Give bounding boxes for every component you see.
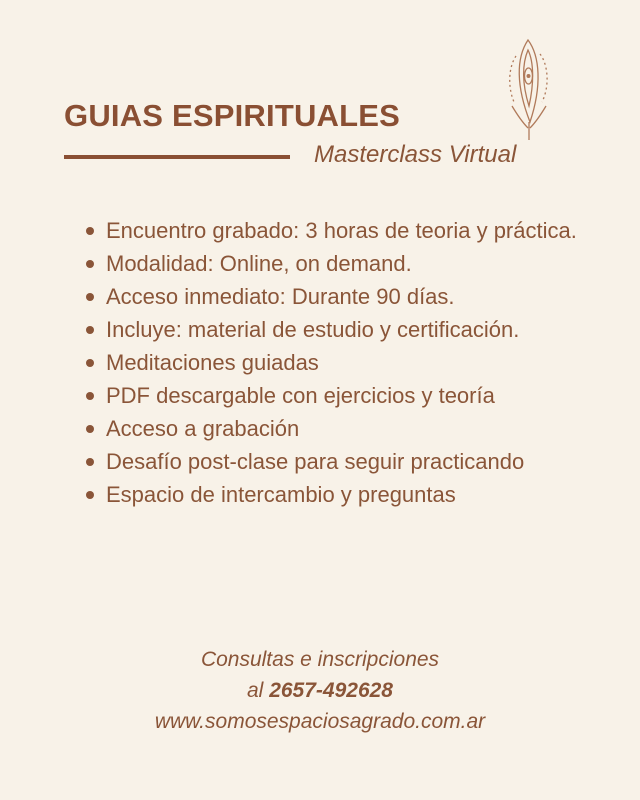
list-item-text: Encuentro grabado: 3 horas de teoria y práctica. (106, 218, 577, 243)
bullet-icon (86, 359, 94, 367)
bullet-icon (86, 425, 94, 433)
bullet-icon (86, 458, 94, 466)
list-item (84, 346, 604, 379)
contact-heading: Consultas e inscripciones (200, 648, 440, 671)
list-item (84, 247, 604, 280)
page-title: GUIAS ESPIRITUALES (64, 98, 401, 133)
feather-icon (500, 36, 556, 144)
list-item-text: Acceso inmediato: Durante 90 días. (106, 284, 455, 309)
feature-list (84, 214, 604, 511)
bullet-icon (86, 491, 94, 499)
list-item (84, 313, 604, 346)
list-item-text: Desafío post-clase para seguir practicando (106, 449, 525, 474)
list-item (84, 214, 604, 247)
bullet-icon (86, 227, 94, 235)
website-link[interactable]: www.somosespaciosagrado.com.ar (154, 710, 486, 733)
contact-prefix: al (247, 679, 264, 702)
list-item-text: Meditaciones guiadas (106, 350, 319, 375)
contact-phone-line (0, 679, 640, 703)
list-item (84, 412, 604, 445)
list-item-text: PDF descargable con ejercicios y teoría (106, 383, 495, 408)
list-item-text: Espacio de intercambio y preguntas (106, 482, 456, 507)
page-subtitle: Masterclass Virtual (314, 141, 517, 168)
bullet-icon (86, 260, 94, 268)
list-item (84, 478, 604, 511)
phone-number[interactable]: 2657-492628 (269, 679, 393, 702)
title-divider (64, 155, 290, 159)
list-item-text: Modalidad: Online, on demand. (106, 251, 412, 276)
list-item (84, 280, 604, 313)
bullet-icon (86, 392, 94, 400)
bullet-icon (86, 326, 94, 334)
list-item-text: Acceso a grabación (106, 416, 300, 441)
bullet-icon (86, 293, 94, 301)
list-item-text: Incluye: material de estudio y certificación. (106, 317, 520, 342)
list-item (84, 445, 604, 478)
list-item (84, 379, 604, 412)
